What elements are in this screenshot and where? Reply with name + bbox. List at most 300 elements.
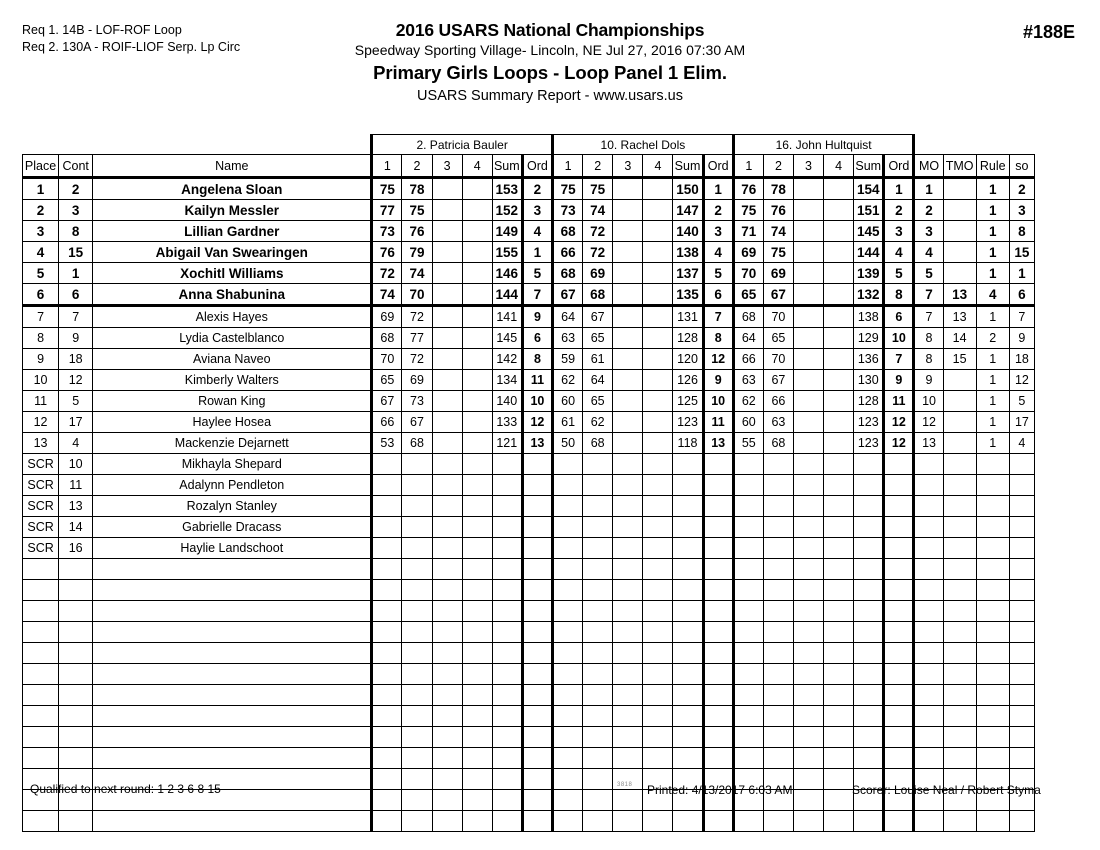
cell-j2-sum: 125 (673, 391, 703, 412)
cell-j3-1: 60 (733, 412, 763, 433)
cell-j2-2 (583, 622, 613, 643)
cell-j1-2 (402, 685, 432, 706)
cell-j3-4 (824, 370, 854, 391)
cell-rule (976, 580, 1009, 601)
cell-j3-2 (763, 517, 793, 538)
cell-j2-1: 68 (553, 221, 583, 242)
cell-so: 4 (1009, 433, 1034, 454)
cell-j3-sum (854, 580, 884, 601)
cell-rule: 1 (976, 391, 1009, 412)
cell-j1-4 (462, 538, 492, 559)
cell-cont (59, 664, 93, 685)
cell-j2-1 (553, 685, 583, 706)
cell-mo (914, 517, 943, 538)
header-j3-2: 2 (763, 155, 793, 178)
cell-j1-4 (462, 748, 492, 769)
cell-name: Haylie Landschoot (93, 538, 372, 559)
cell-j1-3 (432, 601, 462, 622)
cell-j1-sum: 142 (492, 349, 522, 370)
table-row[interactable] (23, 391, 1035, 412)
cell-j3-4 (824, 200, 854, 221)
cell-cont: 14 (59, 517, 93, 538)
cell-j3-4 (824, 685, 854, 706)
cell-j2-1 (553, 601, 583, 622)
cell-mo (914, 727, 943, 748)
cell-j3-4 (824, 433, 854, 454)
empty-row[interactable] (23, 601, 1035, 622)
cell-j2-sum: 118 (673, 433, 703, 454)
cell-j3-ord: 8 (884, 284, 914, 306)
cell-place (23, 685, 59, 706)
cell-j2-ord: 5 (703, 263, 733, 284)
cell-j2-1: 66 (553, 242, 583, 263)
cell-j1-3 (432, 811, 462, 832)
cell-so (1009, 685, 1034, 706)
cell-j2-3 (613, 685, 643, 706)
cell-j2-sum (673, 601, 703, 622)
cell-j3-3 (793, 391, 823, 412)
cell-j3-2: 78 (763, 178, 793, 200)
empty-row[interactable] (23, 685, 1035, 706)
cell-j2-sum (673, 748, 703, 769)
cell-j2-4 (643, 178, 673, 200)
cell-mo (914, 685, 943, 706)
cell-mo (914, 811, 943, 832)
cell-j1-ord (522, 580, 552, 601)
cell-j3-3 (793, 242, 823, 263)
cell-j1-2: 74 (402, 263, 432, 284)
table-row[interactable] (23, 454, 1035, 475)
empty-row[interactable] (23, 664, 1035, 685)
cell-cont (59, 685, 93, 706)
report-header (0, 0, 1100, 118)
cell-j2-4 (643, 643, 673, 664)
cell-j1-2: 75 (402, 200, 432, 221)
cell-j3-sum: 132 (854, 284, 884, 306)
cell-j1-ord (522, 706, 552, 727)
cell-j3-3 (793, 517, 823, 538)
cell-j3-4 (824, 538, 854, 559)
cell-j1-2 (402, 622, 432, 643)
cell-j2-2 (583, 643, 613, 664)
cell-j2-3 (613, 370, 643, 391)
cell-tmo: 13 (943, 306, 976, 328)
cell-place (23, 664, 59, 685)
cell-j2-4 (643, 622, 673, 643)
cell-tmo (943, 706, 976, 727)
cell-name: Mikhayla Shepard (93, 454, 372, 475)
cell-so (1009, 559, 1034, 580)
cell-j1-ord (522, 517, 552, 538)
cell-mo (914, 601, 943, 622)
cell-j3-1 (733, 748, 763, 769)
cell-j2-2 (583, 685, 613, 706)
header-j3-4: 4 (824, 155, 854, 178)
cell-j3-sum: 144 (854, 242, 884, 263)
header-j1-2: 2 (402, 155, 432, 178)
cell-j3-1 (733, 685, 763, 706)
spacer-so (1009, 135, 1034, 155)
cell-j1-ord: 7 (522, 284, 552, 306)
cell-mo (914, 496, 943, 517)
cell-j3-1: 70 (733, 263, 763, 284)
cell-j3-2 (763, 475, 793, 496)
cell-j3-sum (854, 454, 884, 475)
cell-j3-2: 63 (763, 412, 793, 433)
cell-j2-3 (613, 284, 643, 306)
cell-j2-4 (643, 412, 673, 433)
cell-j2-3 (613, 643, 643, 664)
cell-j2-4 (643, 263, 673, 284)
cell-name: Kimberly Walters (93, 370, 372, 391)
cell-so (1009, 517, 1034, 538)
qualified-list: Qualified to next round: 1 2 3 6 8 15 (30, 782, 221, 796)
cell-name (93, 748, 372, 769)
cell-j2-ord (703, 517, 733, 538)
table-row[interactable] (23, 370, 1035, 391)
cell-j1-3 (432, 454, 462, 475)
cell-so (1009, 706, 1034, 727)
cell-name (93, 727, 372, 748)
table-row[interactable] (23, 242, 1035, 263)
cell-j3-sum (854, 622, 884, 643)
table-row[interactable] (23, 306, 1035, 328)
printed-timestamp: Printed: 4/13/2017 6:03 AM (647, 783, 793, 797)
cell-j1-4 (462, 454, 492, 475)
cell-j1-1: 70 (372, 349, 402, 370)
cell-rule (976, 622, 1009, 643)
table-row[interactable] (23, 517, 1035, 538)
cell-j1-sum: 145 (492, 328, 522, 349)
cell-name: Rozalyn Stanley (93, 496, 372, 517)
cell-j2-ord (703, 454, 733, 475)
cell-j1-1: 66 (372, 412, 402, 433)
cell-j1-4 (462, 306, 492, 328)
cell-so: 5 (1009, 391, 1034, 412)
cell-j3-1 (733, 517, 763, 538)
cell-j2-4 (643, 475, 673, 496)
cell-j1-3 (432, 284, 462, 306)
cell-cont: 15 (59, 242, 93, 263)
venue-datetime: Speedway Sporting Village- Lincoln, NE Jul 27, 2016 07:30 AM (354, 42, 746, 58)
cell-j3-3 (793, 559, 823, 580)
header-mo: MO (914, 155, 943, 178)
cell-j1-2 (402, 517, 432, 538)
empty-row[interactable] (23, 559, 1035, 580)
cell-j2-2 (583, 601, 613, 622)
empty-row[interactable] (23, 706, 1035, 727)
cell-name: Alexis Hayes (93, 306, 372, 328)
cell-name: Haylee Hosea (93, 412, 372, 433)
cell-cont (59, 580, 93, 601)
cell-j2-sum (673, 580, 703, 601)
cell-j1-ord: 2 (522, 178, 552, 200)
cell-j1-1 (372, 685, 402, 706)
cell-j3-3 (793, 306, 823, 328)
cell-j2-2 (583, 517, 613, 538)
cell-place: 5 (23, 263, 59, 284)
cell-j2-4 (643, 433, 673, 454)
cell-j1-3 (432, 242, 462, 263)
cell-name: Xochitl Williams (93, 263, 372, 284)
cell-tmo (943, 643, 976, 664)
cell-j1-3 (432, 306, 462, 328)
cell-cont (59, 643, 93, 664)
cell-j3-4 (824, 517, 854, 538)
judge-name-2: 10. Rachel Dols (553, 135, 734, 155)
table-row[interactable] (23, 433, 1035, 454)
empty-row[interactable] (23, 727, 1035, 748)
cell-j1-1 (372, 811, 402, 832)
cell-j1-2 (402, 664, 432, 685)
cell-j2-3 (613, 454, 643, 475)
cell-so (1009, 727, 1034, 748)
cell-j2-1: 75 (553, 178, 583, 200)
cell-tmo (943, 601, 976, 622)
cell-j2-4 (643, 706, 673, 727)
spacer-rule (976, 135, 1009, 155)
cell-tmo (943, 263, 976, 284)
cell-j1-sum: 149 (492, 221, 522, 242)
table-row[interactable] (23, 349, 1035, 370)
cell-j1-ord: 6 (522, 328, 552, 349)
cell-j2-4 (643, 284, 673, 306)
cell-j1-sum: 152 (492, 200, 522, 221)
cell-j1-sum (492, 517, 522, 538)
cell-j3-sum (854, 664, 884, 685)
cell-place (23, 601, 59, 622)
cell-cont: 5 (59, 391, 93, 412)
cell-name: Angelena Sloan (93, 178, 372, 200)
table-row[interactable] (23, 496, 1035, 517)
cell-j2-ord: 10 (703, 391, 733, 412)
empty-row[interactable] (23, 643, 1035, 664)
cell-j1-3 (432, 496, 462, 517)
cell-place (23, 727, 59, 748)
cell-name (93, 601, 372, 622)
cell-mo (914, 664, 943, 685)
cell-j1-ord (522, 811, 552, 832)
cell-j2-3 (613, 727, 643, 748)
cell-so: 2 (1009, 178, 1034, 200)
cell-j3-1 (733, 496, 763, 517)
cell-rule (976, 496, 1009, 517)
table-row[interactable] (23, 284, 1035, 306)
cell-j1-sum (492, 748, 522, 769)
cell-j2-ord: 9 (703, 370, 733, 391)
cell-j2-4 (643, 221, 673, 242)
cell-j1-sum (492, 538, 522, 559)
empty-row[interactable] (23, 811, 1035, 832)
table-row[interactable] (23, 263, 1035, 284)
cell-j3-ord (884, 811, 914, 832)
cell-j2-sum (673, 559, 703, 580)
cell-j1-1 (372, 559, 402, 580)
cell-j2-sum (673, 475, 703, 496)
cell-rule (976, 643, 1009, 664)
cell-j1-ord (522, 601, 552, 622)
cell-j1-4 (462, 706, 492, 727)
cell-j1-3 (432, 263, 462, 284)
cell-j1-2 (402, 580, 432, 601)
cell-j1-4 (462, 200, 492, 221)
cell-place: 3 (23, 221, 59, 242)
cell-j3-1: 71 (733, 221, 763, 242)
cell-j2-3 (613, 622, 643, 643)
cell-j1-4 (462, 475, 492, 496)
table-row[interactable] (23, 538, 1035, 559)
cell-j3-4 (824, 391, 854, 412)
cell-j2-sum: 140 (673, 221, 703, 242)
cell-j1-3 (432, 178, 462, 200)
cell-j1-4 (462, 517, 492, 538)
cell-so: 12 (1009, 370, 1034, 391)
table-row[interactable] (23, 200, 1035, 221)
table-row[interactable] (23, 178, 1035, 200)
cell-j2-4 (643, 685, 673, 706)
cell-j2-2: 68 (583, 284, 613, 306)
cell-cont (59, 601, 93, 622)
table-row[interactable] (23, 221, 1035, 242)
cell-j2-3 (613, 178, 643, 200)
cell-j1-ord: 4 (522, 221, 552, 242)
cell-j2-ord (703, 643, 733, 664)
cell-j2-2 (583, 706, 613, 727)
cell-mo (914, 622, 943, 643)
cell-j1-2: 76 (402, 221, 432, 242)
cell-place (23, 748, 59, 769)
cell-j1-sum (492, 559, 522, 580)
cell-j2-2: 67 (583, 306, 613, 328)
cell-j2-3 (613, 517, 643, 538)
cell-j1-1 (372, 601, 402, 622)
cell-j2-2 (583, 664, 613, 685)
cell-place: 10 (23, 370, 59, 391)
header-so: so (1009, 155, 1034, 178)
cell-j1-ord: 8 (522, 349, 552, 370)
cell-cont: 6 (59, 284, 93, 306)
cell-j2-ord (703, 496, 733, 517)
spacer-tmo (943, 135, 976, 155)
cell-tmo (943, 664, 976, 685)
empty-row[interactable] (23, 622, 1035, 643)
table-row[interactable] (23, 475, 1035, 496)
cell-tmo (943, 496, 976, 517)
cell-j2-2: 72 (583, 242, 613, 263)
cell-j3-ord (884, 454, 914, 475)
cell-j3-1: 68 (733, 306, 763, 328)
cell-mo (914, 748, 943, 769)
cell-name (93, 706, 372, 727)
cell-j3-ord: 5 (884, 263, 914, 284)
cell-tmo (943, 433, 976, 454)
cell-j3-4 (824, 454, 854, 475)
cell-name (93, 559, 372, 580)
cell-j2-ord: 7 (703, 306, 733, 328)
cell-j1-4 (462, 664, 492, 685)
cell-j1-2: 79 (402, 242, 432, 263)
cell-name: Adalynn Pendleton (93, 475, 372, 496)
cell-j2-ord: 4 (703, 242, 733, 263)
cell-place: SCR (23, 538, 59, 559)
table-row[interactable] (23, 412, 1035, 433)
cell-place (23, 580, 59, 601)
cell-j2-ord: 8 (703, 328, 733, 349)
cell-place: SCR (23, 454, 59, 475)
cell-j3-ord: 10 (884, 328, 914, 349)
cell-j2-1 (553, 454, 583, 475)
cell-j1-3 (432, 706, 462, 727)
cell-so: 7 (1009, 306, 1034, 328)
cell-j3-sum (854, 538, 884, 559)
cell-j1-4 (462, 349, 492, 370)
cell-j2-1: 61 (553, 412, 583, 433)
cell-mo (914, 580, 943, 601)
table-row[interactable] (23, 328, 1035, 349)
cell-j2-2: 64 (583, 370, 613, 391)
cell-rule: 2 (976, 328, 1009, 349)
cell-j1-1: 72 (372, 263, 402, 284)
cell-j2-2: 74 (583, 200, 613, 221)
cell-j1-3 (432, 580, 462, 601)
cell-j1-3 (432, 475, 462, 496)
cell-j2-3 (613, 580, 643, 601)
cell-j1-sum (492, 706, 522, 727)
cell-rule (976, 517, 1009, 538)
cell-j1-ord: 1 (522, 242, 552, 263)
cell-j3-4 (824, 306, 854, 328)
cell-j2-3 (613, 706, 643, 727)
cell-j3-2: 68 (763, 433, 793, 454)
cell-j2-4 (643, 538, 673, 559)
cell-j2-ord: 2 (703, 200, 733, 221)
cell-j2-3 (613, 263, 643, 284)
cell-rule: 1 (976, 242, 1009, 263)
cell-tmo (943, 622, 976, 643)
cell-j3-4 (824, 643, 854, 664)
cell-j1-1: 53 (372, 433, 402, 454)
cell-j3-3 (793, 433, 823, 454)
cell-j3-ord: 2 (884, 200, 914, 221)
cell-rule (976, 559, 1009, 580)
cell-j2-ord: 11 (703, 412, 733, 433)
cell-j3-2 (763, 454, 793, 475)
cell-j3-4 (824, 263, 854, 284)
cell-so (1009, 622, 1034, 643)
empty-row[interactable] (23, 580, 1035, 601)
cell-j3-1: 55 (733, 433, 763, 454)
cell-j3-4 (824, 284, 854, 306)
header-j3-3: 3 (793, 155, 823, 178)
cell-j2-sum: 137 (673, 263, 703, 284)
cell-mo (914, 643, 943, 664)
empty-row[interactable] (23, 748, 1035, 769)
report-footer (22, 782, 1041, 802)
cell-j1-ord: 3 (522, 200, 552, 221)
cell-j1-sum (492, 496, 522, 517)
cell-j2-sum (673, 811, 703, 832)
cell-j2-2: 62 (583, 412, 613, 433)
cell-j3-sum: 128 (854, 391, 884, 412)
cell-j3-3 (793, 580, 823, 601)
cell-j1-3 (432, 328, 462, 349)
spacer-cont (59, 135, 93, 155)
cell-j3-2 (763, 580, 793, 601)
cell-j1-sum: 140 (492, 391, 522, 412)
cell-j2-ord (703, 685, 733, 706)
event-code: #188E (1022, 22, 1075, 42)
cell-mo: 4 (914, 242, 943, 263)
